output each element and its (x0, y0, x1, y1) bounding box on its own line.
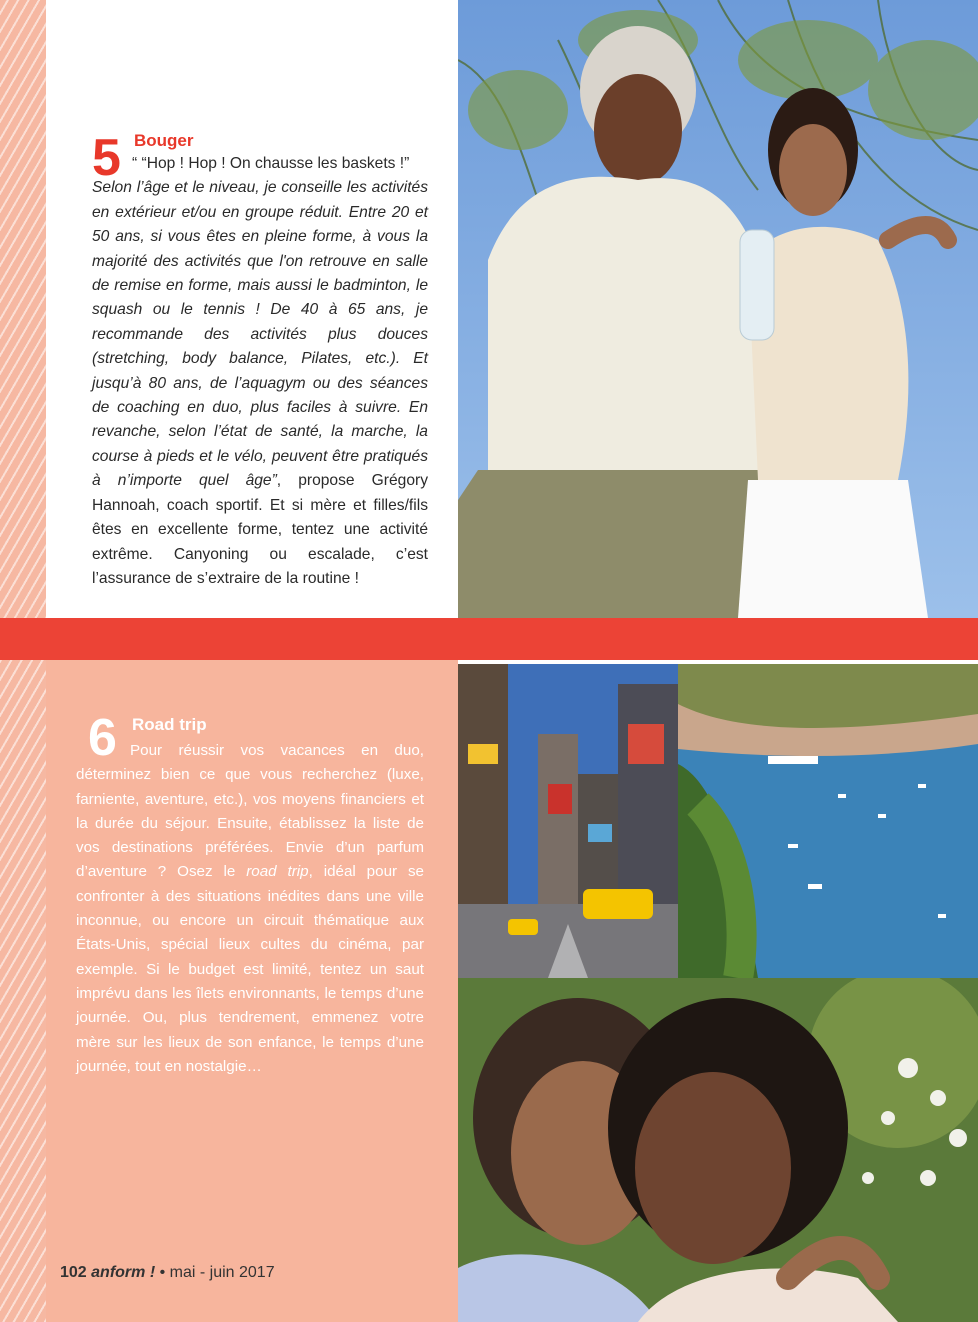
decorative-stripe (0, 0, 46, 1322)
magazine-brand: anform ! (91, 1264, 156, 1281)
section-5-number: 5 (92, 129, 121, 187)
section-6-title: Road trip (132, 715, 207, 734)
issue-date: mai - juin 2017 (169, 1264, 275, 1281)
section-6-text-2: , idéal pour se confronter à des situations inédites dans une ville inconnue, ou encore un circuit thématique aux États-Unis, spécial lieux cultes du cinéma, par exemple. Si le budget est limité, tentez un saut imprévu dans les îlets environnants, le temps d’une journée. Ou, plus tendrement, emmenez votre mère sur les lieux de son enfance, le temps d’une journée, tout en nostalgie… (76, 863, 425, 1075)
section-5-quote: Selon l’âge et le niveau, je conseille les activités en extérieur et/ou en groupe réduit. Entre 20 et 50 ans, si vous êtes en pleine forme, à vous la majorité des activités que l'on retrouve en salle de remise en forme, mais aussi le badminton, le squash ou le tennis ! De 40 à 65 ans, je recommande des activités plus douces (stretching, body balance, Pilates, etc.). Et jusqu’à 80 ans, de l’aquagym ou des séances de coaching en duo, plus faciles à suivre. En revanche, selon l’état de santé, la marche, la course à pieds et le vélo, peuvent être pratiqués à n’importe quel âge” (92, 179, 428, 490)
section-6-emphasis: road trip (246, 863, 309, 881)
section-6-text-1: Pour réussir vos vacances en duo, déterminez bien ce que vous recherchez (luxe, farniente, aventure, etc.), vos moyens financiers et la durée du séjour. Ensuite, établissez la liste de vos destinations préférées. Envie d’un parfum d’aventure ? Osez le (76, 742, 424, 881)
section-5-title: Bouger (134, 131, 194, 150)
footer-separator: • (155, 1264, 170, 1281)
section-5-body (92, 152, 428, 591)
page-footer (60, 1264, 275, 1282)
photo-city-street (458, 664, 678, 978)
photo-mother-daughter (458, 978, 978, 1322)
page-number: 102 (60, 1264, 87, 1281)
section-6-number: 6 (88, 709, 117, 767)
photo-bay (678, 664, 978, 978)
photo-women-walking (458, 0, 978, 618)
section-5-lead: “ “Hop ! Hop ! On chausse les baskets !” (132, 155, 410, 172)
divider-band (0, 618, 978, 660)
section-6-body (76, 739, 424, 1079)
section-5-attribution: , propose Grégory Hannoah, coach sportif. Et si mère et filles/fils êtes en excellente forme, tentez une activité extrême. Canyoning ou escalade, c’est l’assurance de s’extraire de la routine ! (92, 472, 429, 587)
